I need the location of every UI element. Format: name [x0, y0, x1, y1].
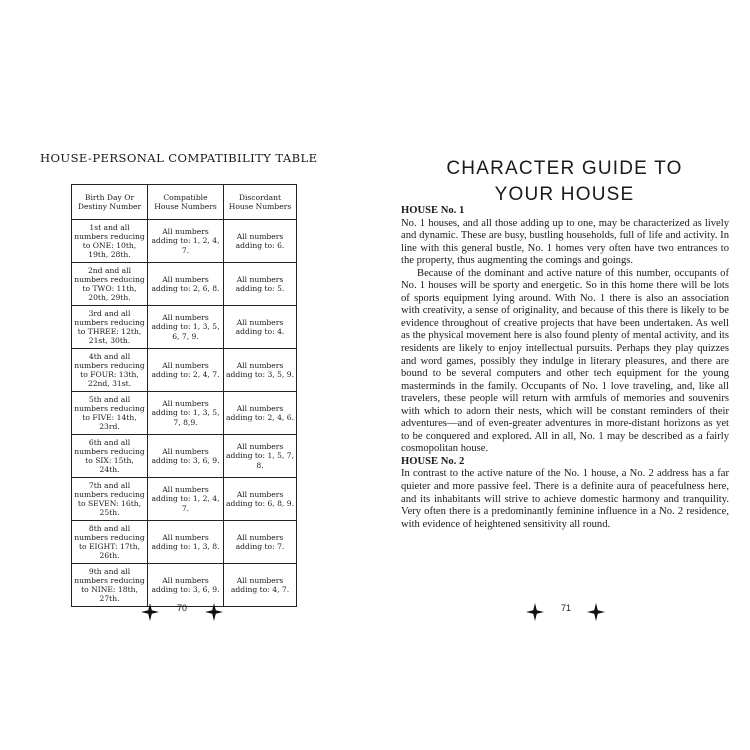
discordant-cell: All numbers adding to: 4, 7.: [224, 564, 297, 607]
four-point-star-icon: [141, 603, 159, 621]
compatible-cell: All numbers adding to: 3, 6, 9.: [148, 564, 224, 607]
page-number: 71: [561, 603, 572, 613]
table-row: [72, 478, 297, 521]
house-1-heading: HOUSE No. 1: [401, 205, 465, 216]
birth-day-cell: 7th and all numbers reducing to SEVEN: 16th, 25th.: [72, 478, 148, 521]
body-text: [401, 205, 729, 531]
four-point-star-icon: [526, 603, 544, 621]
header-discordant: Discordant House Numbers: [224, 185, 297, 220]
four-point-star-icon: [205, 603, 223, 621]
table-row: [72, 306, 297, 349]
chapter-title: CHARACTER GUIDE TO YOUR HOUSE: [446, 158, 683, 205]
compatible-cell: All numbers adding to: 3, 6, 9.: [148, 435, 224, 478]
table-row: [72, 564, 297, 607]
page-number: 70: [177, 603, 188, 613]
header-compatible: Compatible House Numbers: [148, 185, 224, 220]
birth-day-cell: 4th and all numbers reducing to FOUR: 13th, 22nd, 31st.: [72, 349, 148, 392]
compatible-cell: All numbers adding to: 1, 3, 5, 7, 8,9.: [148, 392, 224, 435]
discordant-cell: All numbers adding to: 5.: [224, 263, 297, 306]
compatible-cell: All numbers adding to: 1, 2, 4, 7.: [148, 478, 224, 521]
compatible-cell: All numbers adding to: 1, 2, 4, 7.: [148, 220, 224, 263]
discordant-cell: All numbers adding to: 6.: [224, 220, 297, 263]
discordant-cell: All numbers adding to: 7.: [224, 521, 297, 564]
discordant-cell: All numbers adding to: 1, 5, 7, 8.: [224, 435, 297, 478]
birth-day-cell: 8th and all numbers reducing to EIGHT: 17th, 26th.: [72, 521, 148, 564]
discordant-cell: All numbers adding to: 4.: [224, 306, 297, 349]
table-row: [72, 521, 297, 564]
paragraph: Because of the dominant and active nature of this number, occupants of No. 1 houses will be sporty and energetic. So in this home there will be lots of sports equipment lying around. With No. 1 there is also an association with creativity, a sense of originality, and because of this there is likely to be evidence throughout of creative projects that have been undertaken. As well as the physical movement here is also found plenty of mental activity, and its residents are likely to enjoy intellectual pursuits. Perhaps they play quizzes and word games, possibly they indulge in literary pleasures, and there are bound to be several computers and other tech equipment for the young masterminds in the family. Occupants of No. 1 love traveling, and, like all travelers, these people will return with armfuls of memories and souvenirs with which to adorn their nests, which will be constant reminders of their adventures—and of even-greater adventures in more-distant horizons as yet to be conquered and explored. All in all, No. 1 may be described as a fairly cosmopolitan house.: [401, 267, 729, 455]
compatibility-table: [71, 184, 297, 607]
table-row: [72, 220, 297, 263]
birth-day-cell: 6th and all numbers reducing to SIX: 15th, 24th.: [72, 435, 148, 478]
table-row: [72, 349, 297, 392]
table-row: [72, 392, 297, 435]
discordant-cell: All numbers adding to: 6, 8, 9.: [224, 478, 297, 521]
discordant-cell: All numbers adding to: 3, 5, 9.: [224, 349, 297, 392]
right-page: [375, 0, 750, 750]
paragraph: In contrast to the active nature of the No. 1 house, a No. 2 address has a far quieter and more passive feel. There is a definite aura of peacefulness here, and its inhabitants will strive to achieve domestic harmony and tranquility. Very often there is a predominantly feminine influence in a No. 2 residence, with evidence of heightened sensitivity all round.: [401, 468, 729, 530]
paragraph: No. 1 houses, and all those adding up to one, may be characterized as lively and dynamic. These are busy, bustling households, full of life and activity. In line with this general bustle, No. 1 homes very often have two entrances to the property, thus augmenting the comings and goings.: [401, 217, 729, 267]
birth-day-cell: 5th and all numbers reducing to FIVE: 14th, 23rd.: [72, 392, 148, 435]
table-row: [72, 435, 297, 478]
birth-day-cell: 2nd and all numbers reducing to TWO: 11th, 20th, 29th.: [72, 263, 148, 306]
header-birth-day: Birth Day Or Destiny Number: [72, 185, 148, 220]
house-2-heading: HOUSE No. 2: [401, 455, 465, 467]
table-title: HOUSE-PERSONAL COMPATIBILITY TABLE: [40, 151, 318, 165]
birth-day-cell: 9th and all numbers reducing to NINE: 18th, 27th.: [72, 564, 148, 607]
four-point-star-icon: [587, 603, 605, 621]
discordant-cell: All numbers adding to: 2, 4, 6.: [224, 392, 297, 435]
compatible-cell: All numbers adding to: 2, 6, 8.: [148, 263, 224, 306]
table-row: [72, 263, 297, 306]
compatible-cell: All numbers adding to: 1, 3, 8.: [148, 521, 224, 564]
table-header-row: [72, 185, 297, 220]
birth-day-cell: 1st and all numbers reducing to ONE: 10th, 19th, 28th.: [72, 220, 148, 263]
compatible-cell: All numbers adding to: 2, 4, 7.: [148, 349, 224, 392]
birth-day-cell: 3rd and all numbers reducing to THREE: 12th, 21st, 30th.: [72, 306, 148, 349]
compatible-cell: All numbers adding to: 1, 3, 5, 6, 7, 9.: [148, 306, 224, 349]
